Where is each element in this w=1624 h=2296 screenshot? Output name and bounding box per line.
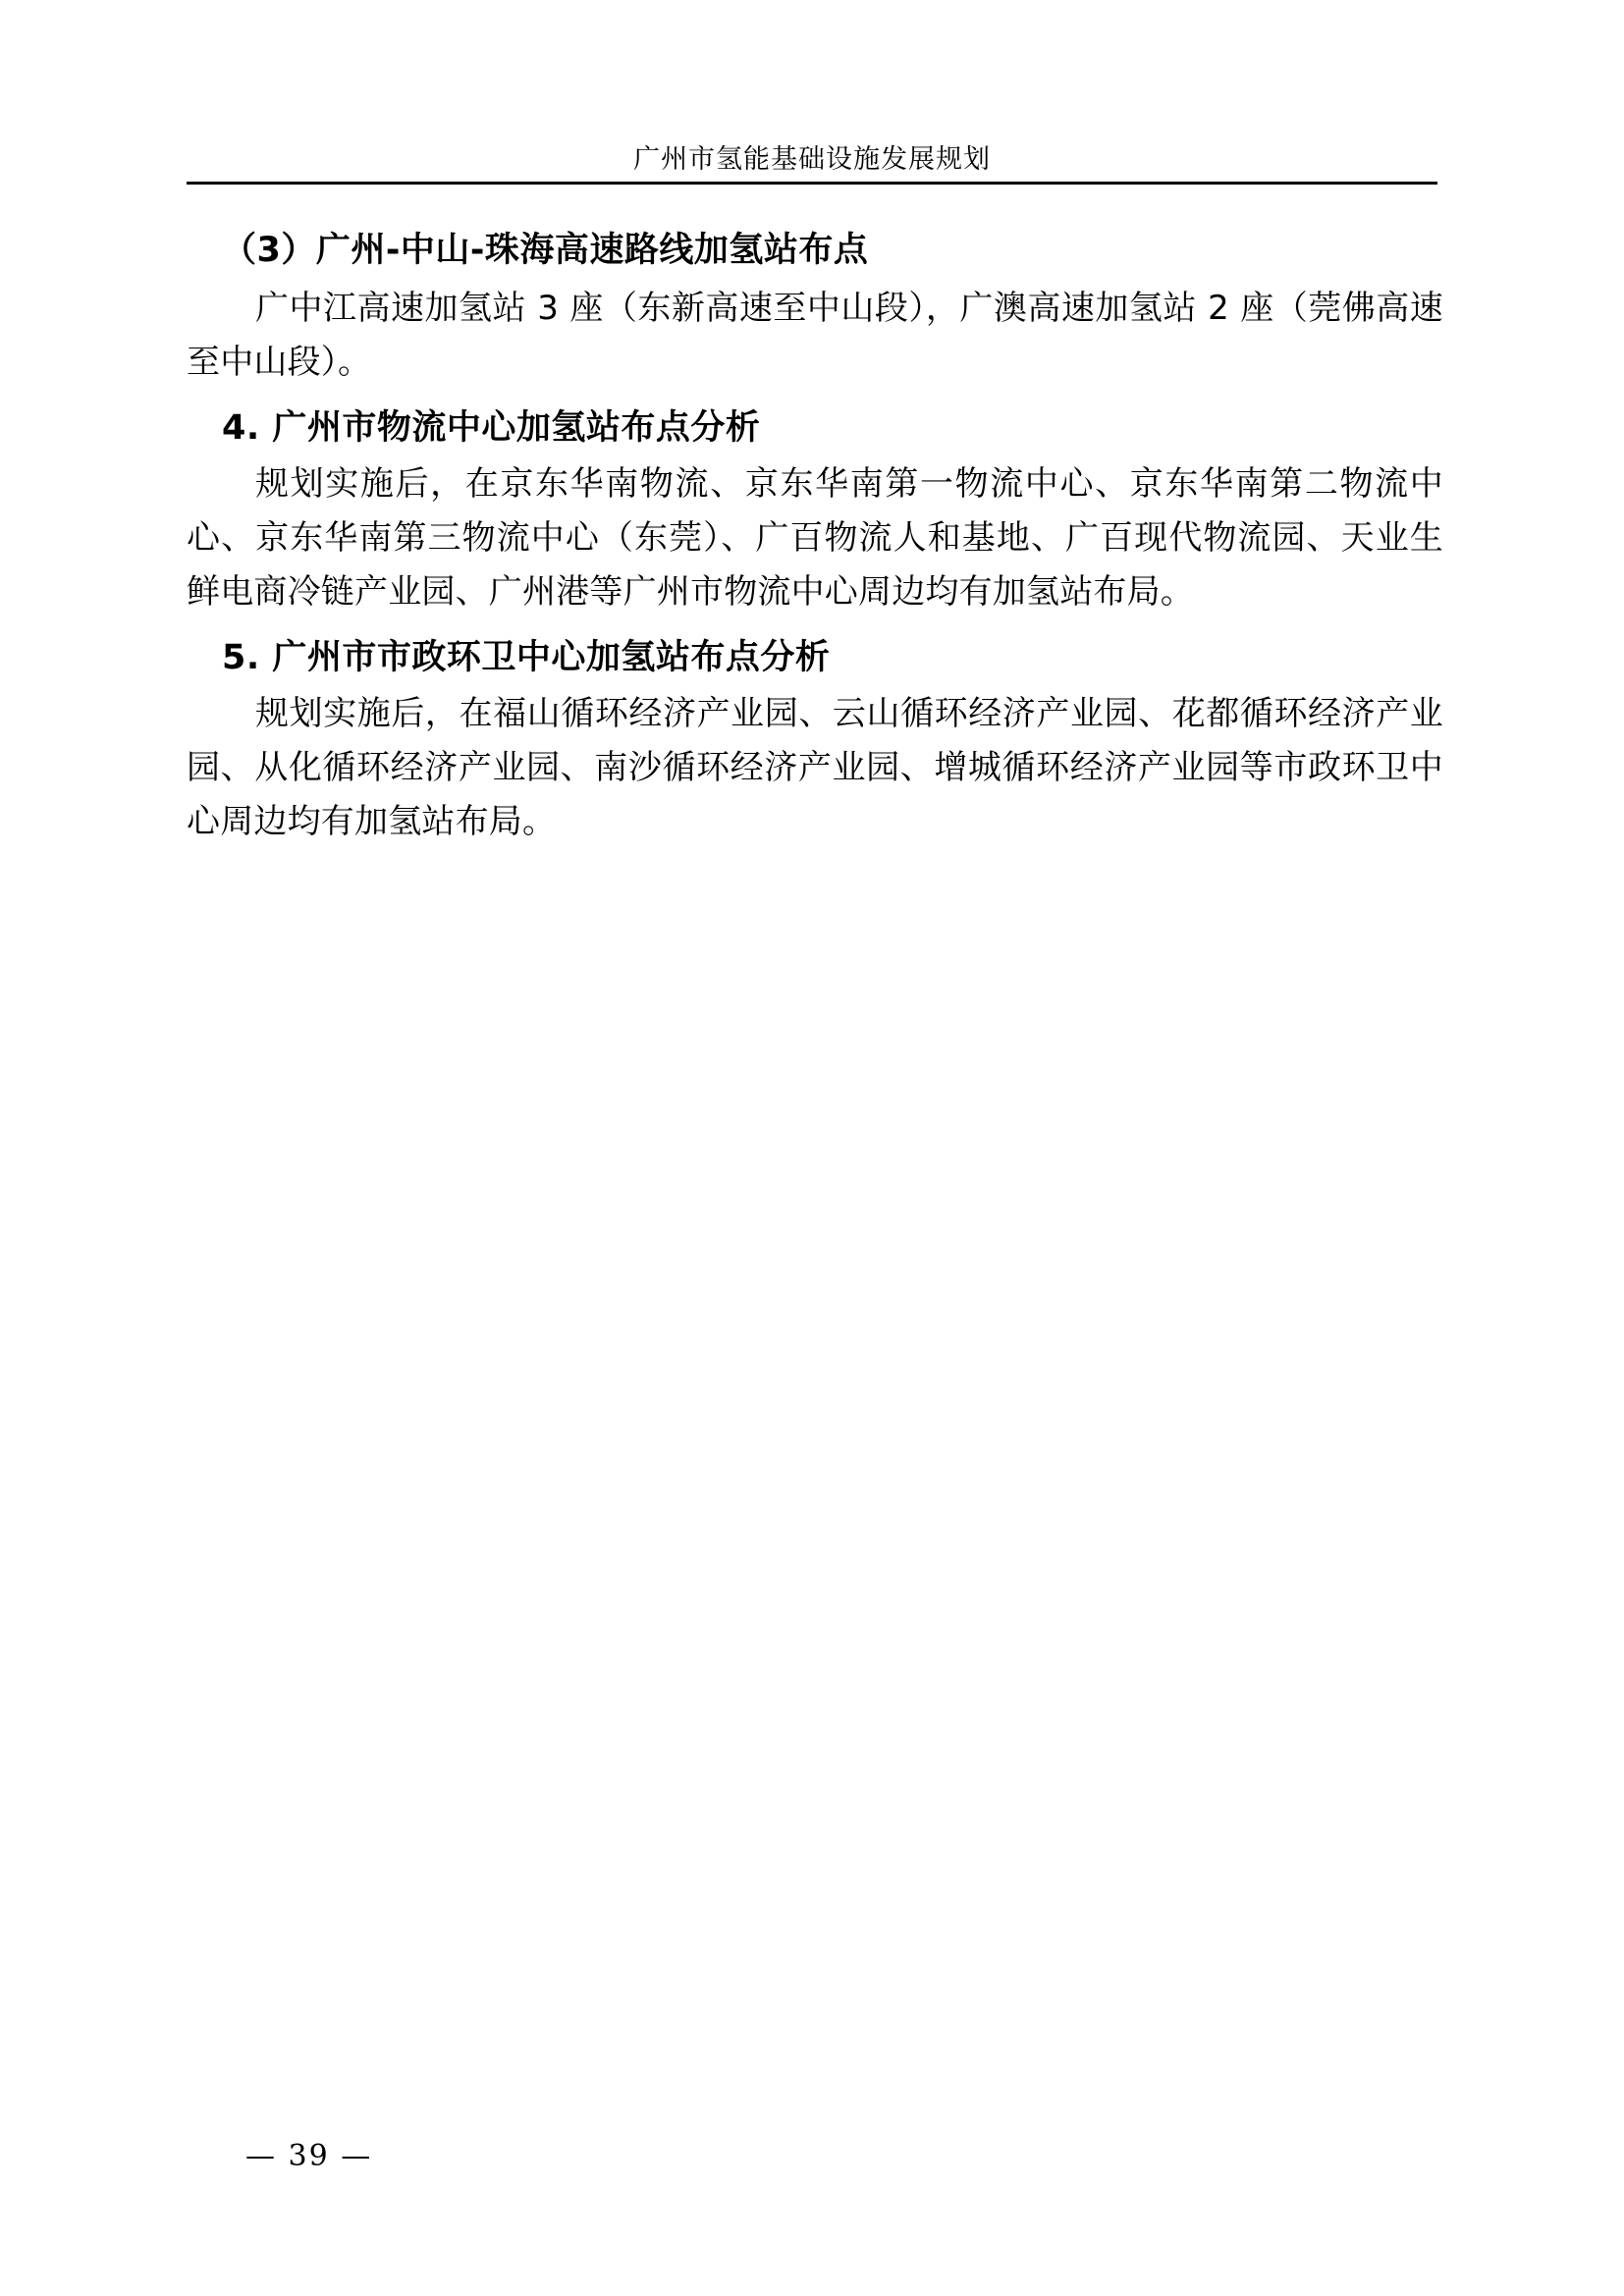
header-divider	[187, 182, 1437, 185]
section-heading-3: （3）广州-中山-珠海高速路线加氢站布点	[222, 231, 869, 270]
page-footer	[187, 2139, 1437, 2173]
page-number: — 39 —	[245, 2139, 373, 2173]
paragraph-4-1: 规划实施后，在京东华南物流、京东华南第一物流中心、京东华南第二物流中心、京东华南第三物流中心（东莞）、广百物流人和基地、广百现代物流园、天业生鲜电商冷链产业园、广州港等广州市物流中心周边均有加氢站布局。	[187, 463, 1443, 612]
running-head: 广州市氢能基础设施发展规划	[633, 144, 991, 175]
paragraph-5-1: 规划实施后，在福山循环经济产业园、云山循环经济产业园、花都循环经济产业园、从化循环经济产业园、南沙循环经济产业园、增城循环经济产业园等市政环卫中心周边均有加氢站布局。	[187, 693, 1443, 841]
page-content	[187, 226, 1443, 851]
section-heading-4: 4. 广州市物流中心加氢站布点分析	[222, 407, 761, 448]
paragraph-3-1: 广中江高速加氢站 3 座（东新高速至中山段），广澳高速加氢站 2 座（莞佛高速至中山段）。	[187, 288, 1443, 382]
section-heading-5: 5. 广州市市政环卫中心加氢站布点分析	[222, 637, 831, 677]
